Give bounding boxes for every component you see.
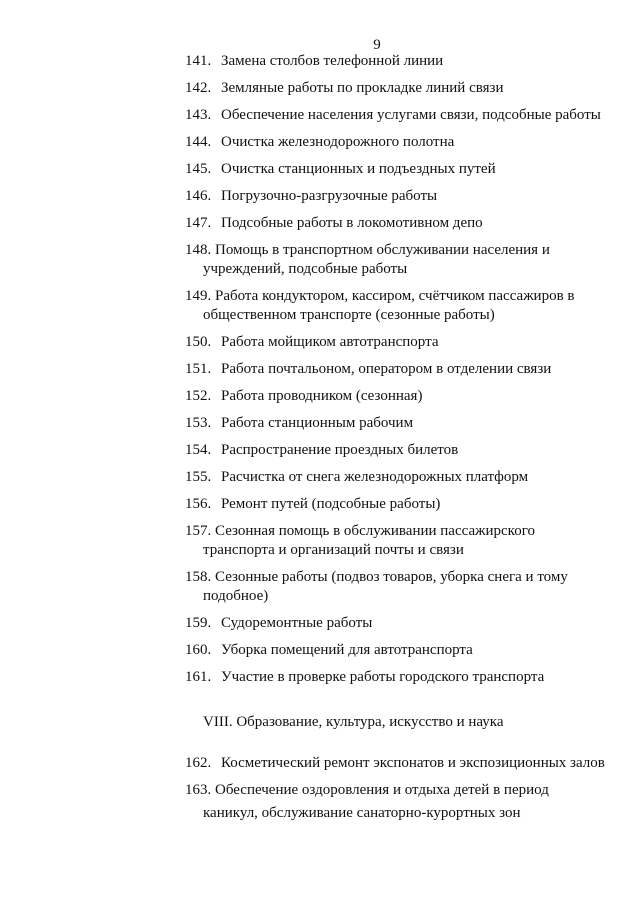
- item-number: 151.: [185, 361, 212, 377]
- item-number: 145.: [185, 161, 212, 177]
- list-item: [185, 441, 609, 460]
- item-number: 142.: [185, 80, 212, 96]
- activity-list: [185, 52, 609, 834]
- item-number: 148.: [185, 242, 212, 258]
- list-item: [185, 241, 609, 279]
- list-item: [185, 668, 609, 687]
- item-number: 150.: [185, 334, 212, 350]
- list-item: [185, 414, 609, 433]
- item-text: Сезонные работы (подвоз товаров, уборка снега и тому: [215, 569, 568, 585]
- item-number: 159.: [185, 615, 212, 631]
- item-text: Работа станционным рабочим: [221, 415, 414, 431]
- list-item: [185, 360, 609, 379]
- item-text: Расчистка от снега железнодорожных платформ: [221, 469, 529, 485]
- item-text-continued: транспорта и организаций почты и связи: [203, 542, 464, 558]
- item-number: 158.: [185, 569, 212, 585]
- list-item: [185, 106, 609, 125]
- item-text: Работа проводником (сезонная): [221, 388, 423, 404]
- item-text: Замена столбов телефонной линии: [221, 53, 444, 69]
- list-item: [185, 495, 609, 514]
- item-text: Обеспечение оздоровления и отдыха детей в период: [215, 782, 549, 798]
- list-item: [185, 287, 609, 325]
- list-item: [185, 133, 609, 152]
- item-text: Очистка станционных и подъездных путей: [221, 161, 496, 177]
- item-number: 154.: [185, 442, 212, 458]
- item-number: 160.: [185, 642, 212, 658]
- item-text: Сезонная помощь в обслуживании пассажирского: [215, 523, 535, 539]
- list-item: [185, 187, 609, 206]
- item-text: Очистка железнодорожного полотна: [221, 134, 455, 150]
- item-number: 156.: [185, 496, 212, 512]
- item-text: Распространение проездных билетов: [221, 442, 459, 458]
- item-text-continued: общественном транспорте (сезонные работы): [203, 307, 495, 323]
- item-number: 149.: [185, 288, 212, 304]
- item-text: Работа почтальоном, оператором в отделении связи: [221, 361, 552, 377]
- item-number: 155.: [185, 469, 212, 485]
- item-text: Земляные работы по прокладке линий связи: [221, 80, 504, 96]
- list-item: [185, 333, 609, 352]
- item-number: 147.: [185, 215, 212, 231]
- item-text-continued: подобное): [203, 588, 269, 604]
- item-number: 152.: [185, 388, 212, 404]
- item-number: 161.: [185, 669, 212, 685]
- item-text: Обеспечение населения услугами связи, подсобные работы: [221, 107, 601, 123]
- list-item: [185, 522, 609, 560]
- item-number: 146.: [185, 188, 212, 204]
- list-item: [185, 52, 609, 71]
- item-number: 157.: [185, 523, 212, 539]
- item-text: Помощь в транспортном обслуживании населения и: [215, 242, 550, 258]
- item-text: Работа мойщиком автотранспорта: [221, 334, 439, 350]
- list-item: [185, 754, 609, 773]
- item-number: 163.: [185, 782, 212, 798]
- item-number: 162.: [185, 755, 212, 771]
- item-text: Участие в проверке работы городского транспорта: [221, 669, 545, 685]
- item-number: 143.: [185, 107, 212, 123]
- item-text: Подсобные работы в локомотивном депо: [221, 215, 483, 231]
- item-text: Судоремонтные работы: [221, 615, 373, 631]
- item-number: 144.: [185, 134, 212, 150]
- list-item: [185, 568, 609, 606]
- item-text: Ремонт путей (подсобные работы): [221, 496, 441, 512]
- section-heading: VIII. Образование, культура, искусство и наука: [203, 714, 504, 730]
- list-item: [185, 79, 609, 98]
- list-item: [185, 641, 609, 660]
- list-item: [185, 614, 609, 633]
- item-text-continued: каникул, обслуживание санаторно-курортных зон: [203, 805, 521, 821]
- list-item: [185, 781, 609, 826]
- item-text: Работа кондуктором, кассиром, счётчиком пассажиров в: [215, 288, 575, 304]
- item-text: Косметический ремонт экспонатов и экспозиционных залов: [221, 755, 605, 771]
- item-text: Погрузочно-разгрузочные работы: [221, 188, 438, 204]
- item-number: 153.: [185, 415, 212, 431]
- item-number: 141.: [185, 53, 212, 69]
- list-item: [185, 214, 609, 233]
- page-number: 9: [373, 37, 381, 53]
- list-item: [185, 160, 609, 179]
- item-text: Уборка помещений для автотранспорта: [221, 642, 473, 658]
- item-text-continued: учреждений, подсобные работы: [203, 261, 408, 277]
- list-item: [185, 468, 609, 487]
- list-item: [185, 387, 609, 406]
